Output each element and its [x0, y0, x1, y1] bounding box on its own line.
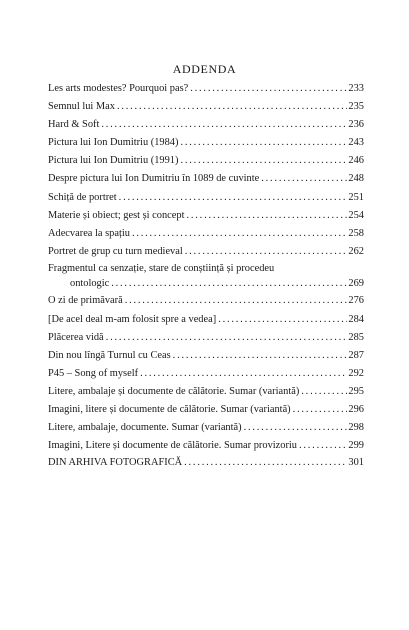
toc-entry-page: 246	[348, 155, 364, 167]
toc-entry	[48, 134, 364, 152]
toc-entry-title: Adecvarea la spațiu	[48, 227, 130, 239]
toc-entry-title-continued: ontologic	[70, 278, 110, 290]
dot-leader	[218, 311, 347, 329]
toc-entry-title: Schiță de portret	[48, 191, 117, 203]
toc-entry-title: Les arts modestes? Pourquoi pas?	[48, 83, 189, 94]
toc-entry-title: Materie și obiect; gest și concept	[48, 209, 185, 221]
toc-entry-page: 292	[348, 367, 364, 379]
dot-leader	[301, 383, 347, 401]
toc-entry	[48, 261, 364, 293]
toc-entry-title: [De acel deal m-am folosit spre a vedea]	[48, 313, 217, 325]
toc-entry-page: 298	[348, 422, 364, 434]
dot-leader	[119, 189, 348, 207]
toc-entry-title: Portret de grup cu turn medieval	[48, 245, 183, 257]
section-heading: ADDENDA	[172, 62, 237, 76]
toc-entry	[48, 311, 364, 329]
toc-entry	[48, 401, 364, 419]
toc-entry-title: Fragmentul ca senzație, stare de conștiință și procedeu	[48, 262, 275, 274]
toc-entry	[48, 170, 364, 188]
toc-entry	[48, 207, 364, 225]
toc-entry	[48, 383, 364, 401]
toc-entry	[48, 98, 364, 116]
toc-entry	[48, 152, 364, 170]
dot-leader	[125, 292, 348, 310]
toc-entry-page: 269	[348, 278, 364, 290]
toc-entry-page: 276	[348, 295, 364, 307]
toc-entry-page: 251	[348, 191, 364, 203]
toc-entry-page: 258	[348, 227, 364, 239]
dot-leader	[185, 243, 348, 261]
toc-entry-page: 262	[348, 245, 364, 257]
table-of-contents	[48, 80, 364, 455]
toc-entry-page: 248	[348, 173, 364, 185]
toc-entry-page: 285	[348, 331, 364, 343]
toc-entry-title: Litere, ambalaje și documente de călătorie. Sumar (variantă)	[48, 385, 300, 397]
toc-entry-title: Pictura lui Ion Dumitriu (1984)	[48, 137, 179, 149]
toc-entry	[48, 419, 364, 437]
dot-leader	[299, 437, 347, 455]
toc-entry	[48, 292, 364, 310]
toc-entry-page: 299	[348, 440, 364, 452]
archive-entry	[48, 454, 364, 472]
toc-entry-page: 235	[348, 101, 364, 113]
dot-leader	[180, 134, 347, 152]
toc-entry	[48, 365, 364, 383]
dot-leader	[180, 152, 347, 170]
dot-leader	[101, 116, 347, 134]
toc-entry-title: P45 – Song of myself	[48, 367, 139, 379]
toc-entry-title: Despre pictura lui Ion Dumitriu în 1089 de cuvinte	[48, 173, 260, 185]
toc-entry-title: Semnul lui Max	[48, 101, 115, 113]
toc-entry-page: 284	[348, 313, 364, 325]
toc-entry-title: Imagini, Litere și documente de călătorie. Sumar provizoriu	[48, 440, 297, 452]
archive-entry-title: DIN ARHIVA FOTOGRAFICĂ	[48, 457, 183, 468]
dot-leader	[184, 454, 347, 472]
toc-entry-title: O zi de primăvară	[48, 295, 123, 307]
dot-leader	[117, 98, 347, 116]
toc-entry-title: Plăcerea vidă	[48, 331, 104, 343]
dot-leader	[106, 329, 348, 347]
dot-leader	[132, 225, 347, 243]
dot-leader	[293, 401, 348, 419]
toc-entry	[48, 80, 364, 98]
toc-entry-title: Din nou lîngă Turnul cu Ceas	[48, 349, 171, 361]
dot-leader	[244, 419, 348, 437]
dot-leader	[111, 276, 347, 292]
toc-entry-title: Litere, ambalaje, documente. Sumar (variantă)	[48, 422, 242, 434]
dot-leader	[186, 207, 347, 225]
toc-entry	[48, 347, 364, 365]
archive-entry-page: 301	[348, 457, 364, 468]
toc-entry-page: 243	[348, 137, 364, 149]
dot-leader	[140, 365, 347, 383]
toc-entry-page: 296	[348, 404, 364, 415]
toc-entry	[48, 243, 364, 261]
dot-leader	[190, 80, 347, 98]
toc-entry	[48, 225, 364, 243]
dot-leader	[173, 347, 348, 365]
toc-entry-title: Pictura lui Ion Dumitriu (1991)	[48, 155, 179, 167]
toc-entry-page: 236	[348, 119, 364, 131]
toc-entry	[48, 437, 364, 455]
toc-entry-page: 233	[348, 83, 364, 94]
toc-entry-page: 254	[348, 209, 364, 221]
toc-entry-page: 287	[348, 349, 364, 361]
toc-entry-title: Hard & Soft	[48, 119, 100, 131]
dot-leader	[261, 170, 347, 188]
toc-entry	[48, 329, 364, 347]
toc-entry-page: 295	[348, 385, 364, 397]
toc-entry-title: Imagini, litere și documente de călătorie. Sumar (variantă)	[48, 404, 291, 415]
toc-entry	[48, 189, 364, 207]
toc-entry	[48, 116, 364, 134]
